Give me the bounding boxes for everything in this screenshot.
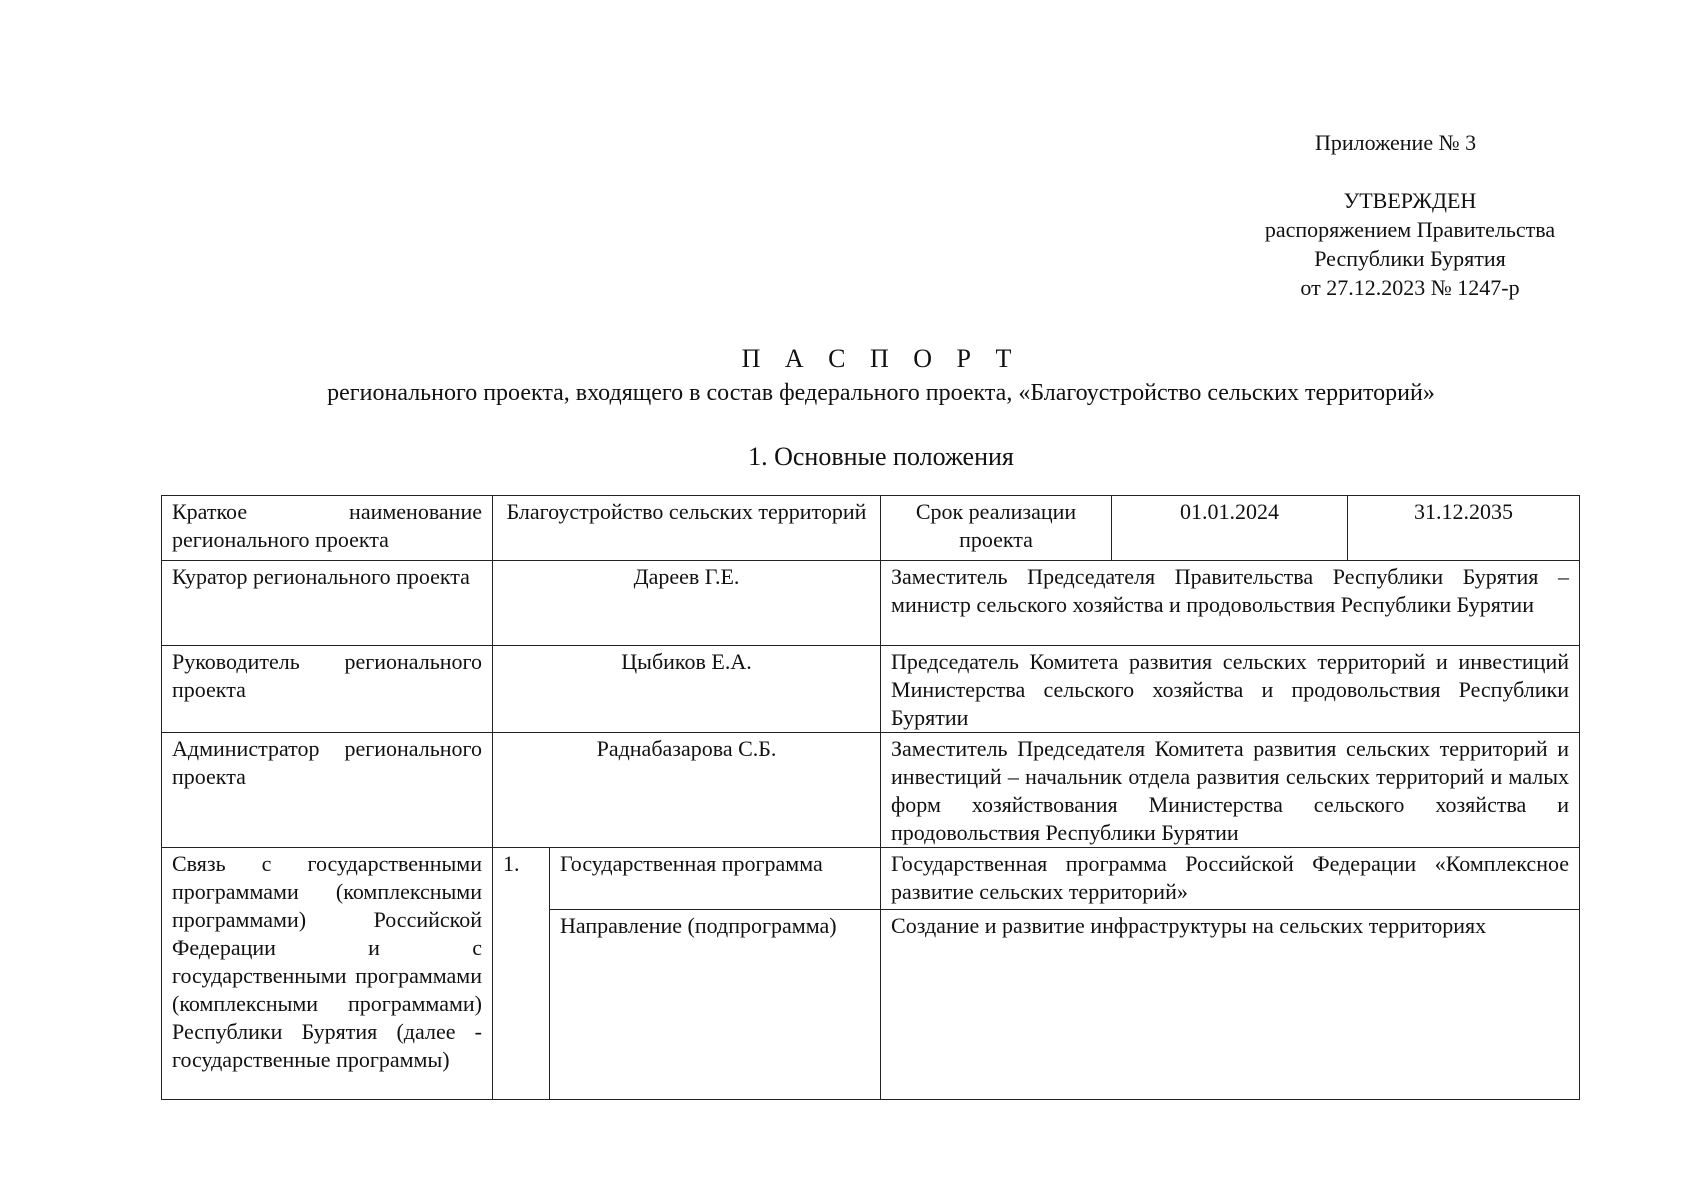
program-label: Государственная программа bbox=[550, 848, 881, 910]
start-date: 01.01.2024 bbox=[1112, 496, 1348, 561]
direction-label: Направление (подпрограмма) bbox=[550, 910, 881, 1100]
manager-name: Цыбиков Е.А. bbox=[493, 646, 881, 733]
curator-position: Заместитель Председателя Правительства Республики Бурятия – министр сельского хозяйства и продовольствия Республики Бурятии bbox=[881, 561, 1580, 646]
document-title: П А С П О Р Т bbox=[741, 344, 1021, 373]
administrator-name: Раднабазарова С.Б. bbox=[493, 733, 881, 848]
direction-value: Создание и развитие инфраструктуры на сельских территориях bbox=[881, 910, 1580, 1100]
document-subtitle: регионального проекта, входящего в состав федерального проекта, «Благоустройство сельских территорий» bbox=[327, 380, 1435, 406]
table-row bbox=[162, 733, 1580, 848]
program-number: 1. bbox=[493, 848, 550, 1100]
approval-line: Республики Бурятия bbox=[1314, 246, 1506, 271]
approval-line: распоряжением Правительства bbox=[1264, 217, 1556, 242]
administrator-position: Заместитель Председателя Комитета развития сельских территорий и инвестиций – начальник отдела развития сельских территорий и малых форм хозяйствования Министерства сельского хозяйства и продовольствия Республики Бурятии bbox=[881, 733, 1580, 848]
approval-stamp bbox=[1220, 186, 1600, 302]
table-row bbox=[162, 561, 1580, 646]
table-row bbox=[162, 848, 1580, 910]
curator-name: Дареев Г.Е. bbox=[493, 561, 881, 646]
term-label: Срок реализации проекта bbox=[881, 496, 1112, 561]
approval-line: от 27.12.2023 № 1247-р bbox=[1300, 275, 1520, 300]
table-row bbox=[162, 496, 1580, 561]
section-title: 1. Основные положения bbox=[748, 442, 1014, 471]
program-value: Государственная программа Российской Федерации «Комплексное развитие сельских территорий» bbox=[881, 848, 1580, 910]
row-label: Администратор регионального проекта bbox=[162, 733, 493, 848]
annex-number: Приложение № 3 bbox=[1315, 130, 1477, 155]
passport-table bbox=[161, 495, 1580, 1100]
manager-position: Председатель Комитета развития сельских территорий и инвестиций Министерства сельского хозяйства и продовольствия Республики Бурятии bbox=[881, 646, 1580, 733]
table-row bbox=[162, 646, 1580, 733]
row-label: Связь с государственными программами (комплексными программами) Российской Федерации и с государственными программами (комплексными программами) Республики Бурятия (далее - государственные программы) bbox=[162, 848, 493, 1100]
row-label: Куратор регионального проекта bbox=[162, 561, 493, 646]
project-short-name: Благоустройство сельских территорий bbox=[493, 496, 881, 561]
end-date: 31.12.2035 bbox=[1348, 496, 1580, 561]
approval-line: УТВЕРЖДЕН bbox=[1343, 188, 1477, 213]
row-label: Руководитель регионального проекта bbox=[162, 646, 493, 733]
row-label: Краткое наименование регионального проекта bbox=[162, 496, 493, 561]
